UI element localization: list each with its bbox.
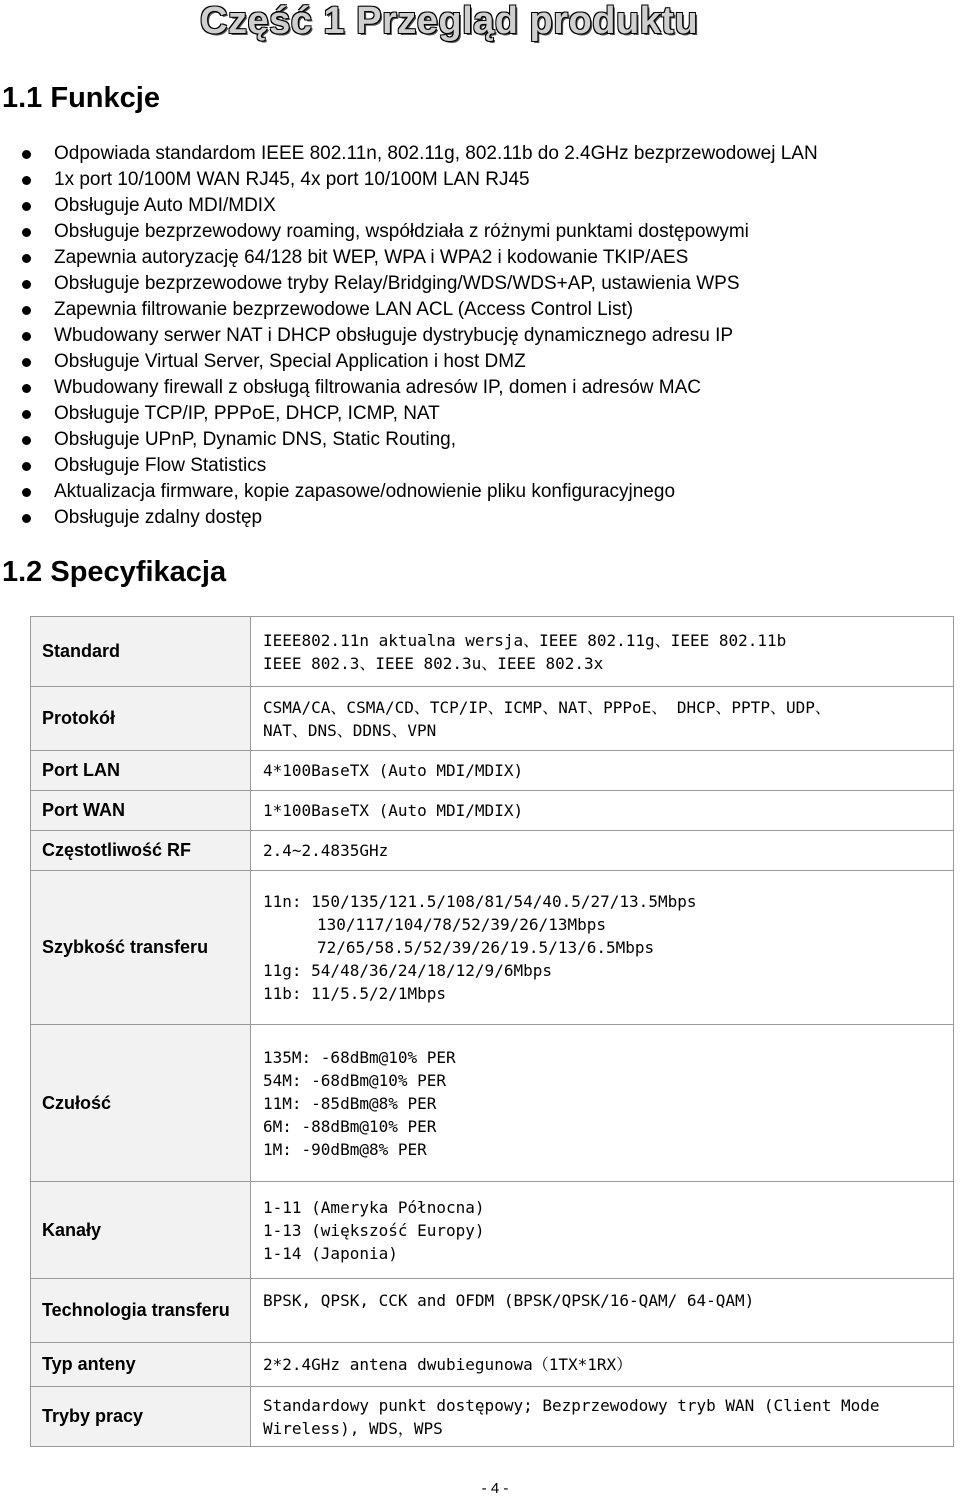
spec-label: Częstotliwość RF bbox=[31, 831, 251, 871]
spec-value: 4*100BaseTX (Auto MDI/MDIX) bbox=[251, 751, 954, 791]
spec-value: IEEE802.11n aktualna wersja、IEEE 802.11g、IEEE 802.11b IEEE 802.3、IEEE 802.3u、IEEE 802.3x bbox=[251, 617, 954, 687]
spec-value: Standardowy punkt dostępowy; Bezprzewodowy tryb WAN (Client Mode Wireless), WDS，WPS bbox=[251, 1387, 954, 1447]
section-title-functions: 1.1 Funkcje bbox=[2, 82, 160, 114]
bullet-icon bbox=[22, 332, 31, 341]
bullet-icon bbox=[22, 228, 31, 237]
bullet-icon bbox=[22, 514, 31, 523]
spec-label: Typ anteny bbox=[31, 1343, 251, 1387]
spec-value: 1*100BaseTX (Auto MDI/MDIX) bbox=[251, 791, 954, 831]
feature-item: Wbudowany firewall z obsługą filtrowania adresów IP, domen i adresów MAC bbox=[22, 375, 960, 401]
bullet-icon bbox=[22, 150, 31, 159]
spec-value: 11n: 150/135/121.5/108/81/54/40.5/27/13.5Mbps 130/117/104/78/52/39/26/13Mbps 72/65/58.5/52/39/26/19.5/13/6.5Mbps 11g: 54/48/36/24/18/12/9/6Mbps 11b: 11/5.5/2/1Mbps bbox=[251, 871, 954, 1025]
feature-item: Obsługuje Flow Statistics bbox=[22, 453, 960, 479]
spec-label: Port LAN bbox=[31, 751, 251, 791]
spec-value: BPSK, QPSK, CCK and OFDM (BPSK/QPSK/16-QAM/ 64-QAM) bbox=[251, 1279, 954, 1343]
spec-label: Technologia transferu bbox=[31, 1279, 251, 1343]
spec-label: Standard bbox=[31, 617, 251, 687]
feature-item: Odpowiada standardom IEEE 802.11n, 802.11g, 802.11b do 2.4GHz bezprzewodowej LAN bbox=[22, 141, 960, 167]
feature-item: Aktualizacja firmware, kopie zapasowe/odnowienie pliku konfiguracyjnego bbox=[22, 479, 960, 505]
table-row bbox=[31, 1025, 954, 1182]
feature-item: Zapewnia autoryzację 64/128 bit WEP, WPA i WPA2 i kodowanie TKIP/AES bbox=[22, 245, 960, 271]
table-row bbox=[31, 791, 954, 831]
table-row bbox=[31, 687, 954, 751]
table-row bbox=[31, 617, 954, 687]
bullet-icon bbox=[22, 176, 31, 185]
bullet-icon bbox=[22, 254, 31, 263]
spec-value: 1-11 (Ameryka Północna) 1-13 (większość Europy) 1-14 (Japonia) bbox=[251, 1182, 954, 1279]
bullet-icon bbox=[22, 306, 31, 315]
page-number: - 4 - bbox=[481, 1480, 509, 1497]
feature-list bbox=[22, 141, 960, 531]
feature-item: Wbudowany serwer NAT i DHCP obsługuje dystrybucję dynamicznego adresu IP bbox=[22, 323, 960, 349]
bullet-icon bbox=[22, 462, 31, 471]
section-title-specification: 1.2 Specyfikacja bbox=[2, 556, 227, 588]
feature-item: Obsługuje UPnP, Dynamic DNS, Static Routing, bbox=[22, 427, 960, 453]
table-row bbox=[31, 831, 954, 871]
spec-label: Kanały bbox=[31, 1182, 251, 1279]
table-row bbox=[31, 1279, 954, 1343]
table-row bbox=[31, 1343, 954, 1387]
chapter-title: Część 1 Przegląd produktu bbox=[200, 0, 699, 42]
spec-label: Port WAN bbox=[31, 791, 251, 831]
table-row bbox=[31, 1387, 954, 1447]
spec-value: 135M: -68dBm@10% PER 54M: -68dBm@10% PER 11M: -85dBm@8% PER 6M: -88dBm@10% PER 1M: -90dBm@8% PER bbox=[251, 1025, 954, 1182]
table-row bbox=[31, 871, 954, 1025]
spec-label: Tryby pracy bbox=[31, 1387, 251, 1447]
bullet-icon bbox=[22, 436, 31, 445]
feature-item: Obsługuje bezprzewodowy roaming, współdziała z różnymi punktami dostępowymi bbox=[22, 219, 960, 245]
bullet-icon bbox=[22, 358, 31, 367]
spec-label: Czułość bbox=[31, 1025, 251, 1182]
bullet-icon bbox=[22, 410, 31, 419]
feature-item: Obsługuje Virtual Server, Special Application i host DMZ bbox=[22, 349, 960, 375]
spec-label: Protokół bbox=[31, 687, 251, 751]
spec-value: 2*2.4GHz antena dwubiegunowa（1TX*1RX） bbox=[251, 1343, 954, 1387]
feature-item: Obsługuje Auto MDI/MDIX bbox=[22, 193, 960, 219]
bullet-icon bbox=[22, 280, 31, 289]
bullet-icon bbox=[22, 202, 31, 211]
feature-item: Obsługuje TCP/IP, PPPoE, DHCP, ICMP, NAT bbox=[22, 401, 960, 427]
spec-table bbox=[30, 616, 954, 1447]
bullet-icon bbox=[22, 384, 31, 393]
spec-label: Szybkość transferu bbox=[31, 871, 251, 1025]
spec-value: CSMA/CA、CSMA/CD、TCP/IP、ICMP、NAT、PPPoE、 DHCP、PPTP、UDP、 NAT、DNS、DDNS、VPN bbox=[251, 687, 954, 751]
feature-item: 1x port 10/100M WAN RJ45, 4x port 10/100M LAN RJ45 bbox=[22, 167, 960, 193]
table-row bbox=[31, 751, 954, 791]
feature-item: Zapewnia filtrowanie bezprzewodowe LAN ACL (Access Control List) bbox=[22, 297, 960, 323]
feature-item: Obsługuje bezprzewodowe tryby Relay/Bridging/WDS/WDS+AP, ustawienia WPS bbox=[22, 271, 960, 297]
spec-value: 2.4~2.4835GHz bbox=[251, 831, 954, 871]
feature-item: Obsługuje zdalny dostęp bbox=[22, 505, 960, 531]
bullet-icon bbox=[22, 488, 31, 497]
table-row bbox=[31, 1182, 954, 1279]
